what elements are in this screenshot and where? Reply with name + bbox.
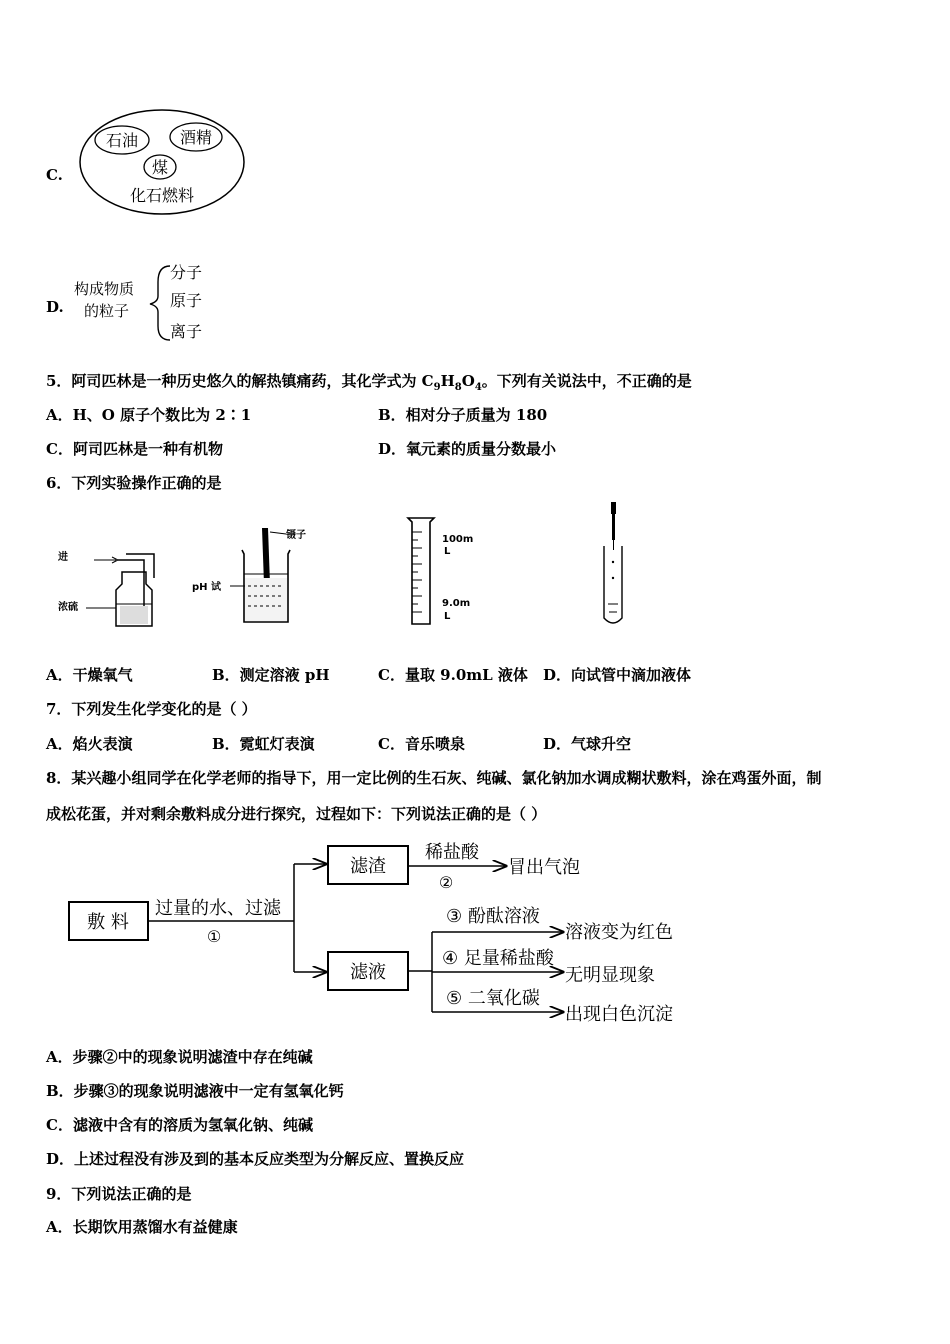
question-6-stem: 6．下列实验操作正确的是	[46, 474, 222, 492]
question-8-stem-line2: 成松花蛋，并对剩余敷料成分进行探究，过程如下：下列说法正确的是（ ）	[46, 805, 547, 823]
q5-option-b: B．相对分子质量为 180	[378, 406, 548, 424]
experiment-flowchart	[66, 836, 706, 1032]
q8-option-b: B．步骤③的现象说明滤液中一定有氢氧化钙	[46, 1082, 344, 1100]
bubbles-result: 冒出气泡	[508, 857, 580, 878]
volume-100ml-unit: L	[444, 546, 451, 557]
step2-number: ②	[438, 873, 454, 892]
alcohol-label: 酒精	[179, 128, 213, 147]
inlet-label: 进	[58, 552, 68, 563]
q6-option-c: C．量取 9.0mL 液体	[378, 666, 528, 684]
step4-result: 无明显现象	[565, 965, 655, 986]
question-8-stem-line1: 8．某兴趣小组同学在化学老师的指导下，用一定比例的生石灰、纯碱、氯化钠加水调成糊状敷料，涂在鸡蛋外面，制	[46, 769, 822, 787]
coal-label: 煤	[151, 158, 169, 177]
volume-9ml-label: 9.0m	[442, 598, 471, 609]
molecule-label: 分子	[170, 263, 203, 282]
q7-option-d: D．气球升空	[543, 735, 632, 753]
acid-label: 稀盐酸	[425, 842, 479, 863]
q8-option-a: A．步骤②中的现象说明滤渣中存在纯碱	[46, 1048, 313, 1066]
q8-option-d: D．上述过程没有涉及到的基本反应类型为分解反应、置换反应	[46, 1150, 465, 1168]
q7-option-a: A．焰火表演	[46, 735, 133, 753]
q7-option-b: B．霓虹灯表演	[212, 735, 315, 753]
q5-option-c: C．阿司匹林是一种有机物	[46, 440, 223, 458]
question-7-stem: 7．下列发生化学变化的是（ ）	[46, 700, 257, 718]
q6-option-b: B．测定溶液 pH	[212, 666, 330, 684]
dropper-test-tube-figure	[596, 500, 636, 630]
step5-label: ⑤ 二氧化碳	[446, 988, 540, 1009]
material-box: 敷 料	[87, 912, 129, 933]
residue-box: 滤渣	[350, 856, 386, 877]
graduated-cylinder-figure	[400, 512, 490, 632]
ph-paper-label: pH 试	[192, 582, 222, 593]
question-5-stem: 5．阿司匹林是一种历史悠久的解热镇痛药，其化学式为 $C_9H_8O_4$。下列有关说法中，不正确的是	[46, 372, 692, 393]
q8-option-c: C．滤液中含有的溶质为氢氧化钠、纯碱	[46, 1116, 313, 1134]
oil-label: 石油	[105, 131, 139, 150]
particle-label-1: 构成物质	[74, 280, 135, 298]
q5-option-d: D．氧元素的质量分数最小	[378, 440, 557, 458]
filtrate-box: 滤液	[350, 962, 386, 983]
step1-number: ①	[206, 927, 222, 946]
tweezers-label: 镊子	[286, 530, 306, 541]
atom-label: 原子	[170, 291, 203, 310]
q9-option-a: A．长期饮用蒸馏水有益健康	[46, 1218, 238, 1236]
step5-result: 出现白色沉淀	[565, 1004, 673, 1025]
volume-9ml-unit: L	[444, 611, 451, 622]
ph-test-figure	[190, 522, 320, 632]
q6-option-a: A．干燥氧气	[46, 666, 133, 684]
q6-option-d: D．向试管中滴加液体	[543, 666, 692, 684]
volume-100ml-label: 100m	[442, 534, 474, 545]
particle-diagram	[72, 258, 212, 344]
option-d-letter: D.	[46, 298, 64, 316]
step3-label: ③ 酚酞溶液	[446, 906, 540, 927]
sulfuric-acid-label: 浓硫	[58, 602, 78, 613]
fossil-fuel-caption: 化石燃料	[129, 186, 195, 205]
question-9-stem: 9．下列说法正确的是	[46, 1185, 192, 1203]
fossil-fuel-diagram	[78, 106, 250, 218]
option-c-letter: C.	[46, 166, 63, 184]
particle-label-2: 的粒子	[84, 302, 130, 320]
step1-label: 过量的水、过滤	[155, 898, 281, 919]
drying-bottle-figure	[56, 540, 166, 632]
ion-label: 离子	[170, 322, 203, 341]
q7-option-c: C．音乐喷泉	[378, 735, 465, 753]
step3-result: 溶液变为红色	[565, 922, 673, 943]
step4-label: ④ 足量稀盐酸	[442, 948, 554, 969]
q5-option-a: A．H、O 原子个数比为 2∶1	[46, 406, 252, 424]
